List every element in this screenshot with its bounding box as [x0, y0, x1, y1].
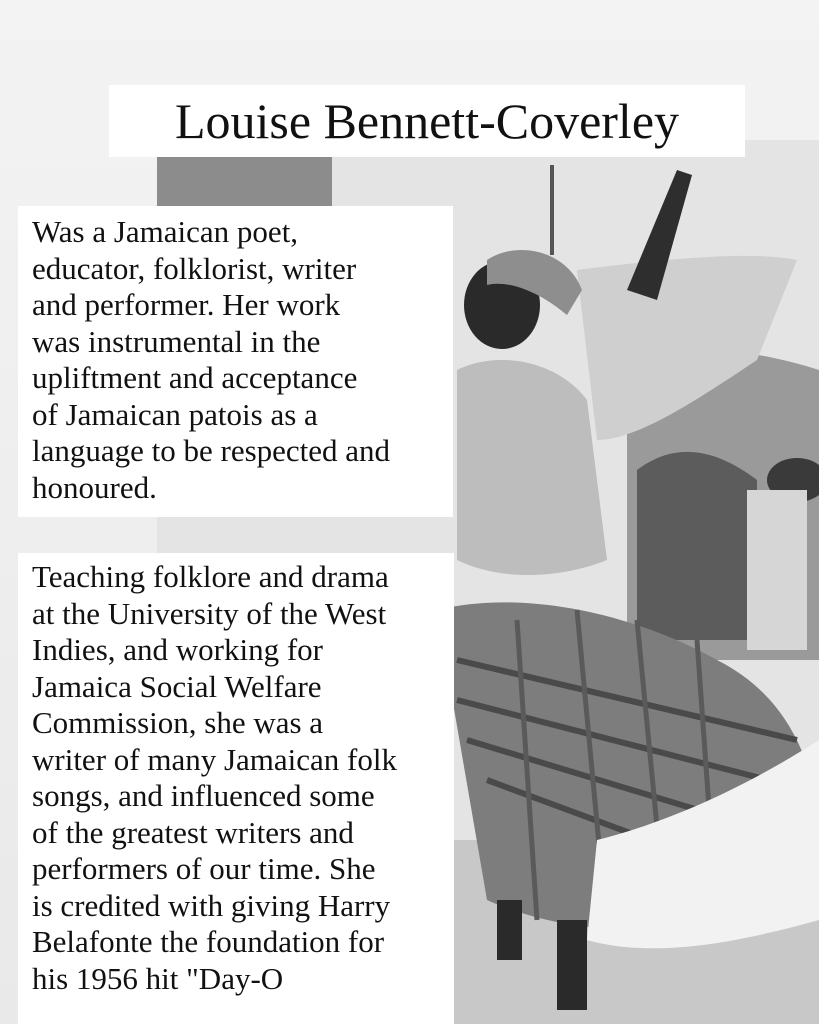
paragraph-line: at the University of the West [32, 595, 387, 631]
paragraph-line: of Jamaican patois as a [32, 396, 318, 432]
paragraph-line: Belafonte the foundation for [32, 924, 385, 959]
page-title: Louise Bennett-Coverley [174, 93, 680, 149]
paragraph-line: honoured. [32, 469, 157, 505]
paragraph-line: songs, and influenced some [32, 778, 375, 813]
paragraph-line: performers of our time. She [32, 851, 376, 886]
paragraph-line: educator, folklorist, writer [32, 250, 357, 286]
paragraph-line: Commission, she was a [32, 705, 324, 740]
paragraph-line: Was a Jamaican poet, [32, 214, 299, 249]
paragraph-line: of the greatest writers and [32, 814, 354, 850]
paragraph-line: language to be respected and [32, 433, 391, 468]
paragraph-line: writer of many Jamaican folk [32, 741, 397, 777]
paragraph-line: Teaching folklore and drama [32, 559, 389, 594]
biography-paragraph-2 [18, 553, 454, 1024]
paragraph-line: his 1956 hit "Day-O [32, 960, 284, 996]
biography-paragraph-1 [18, 206, 453, 517]
paragraph-line: Indies, and working for [32, 632, 323, 667]
paragraph-line: and performer. Her work [32, 287, 341, 322]
paragraph-line: Jamaica Social Welfare [32, 668, 322, 704]
paragraph-line: is credited with giving Harry [32, 887, 391, 923]
title-banner [109, 85, 745, 157]
paragraph-line: was instrumental in the [32, 323, 321, 359]
paragraph-line: upliftment and acceptance [32, 360, 358, 395]
